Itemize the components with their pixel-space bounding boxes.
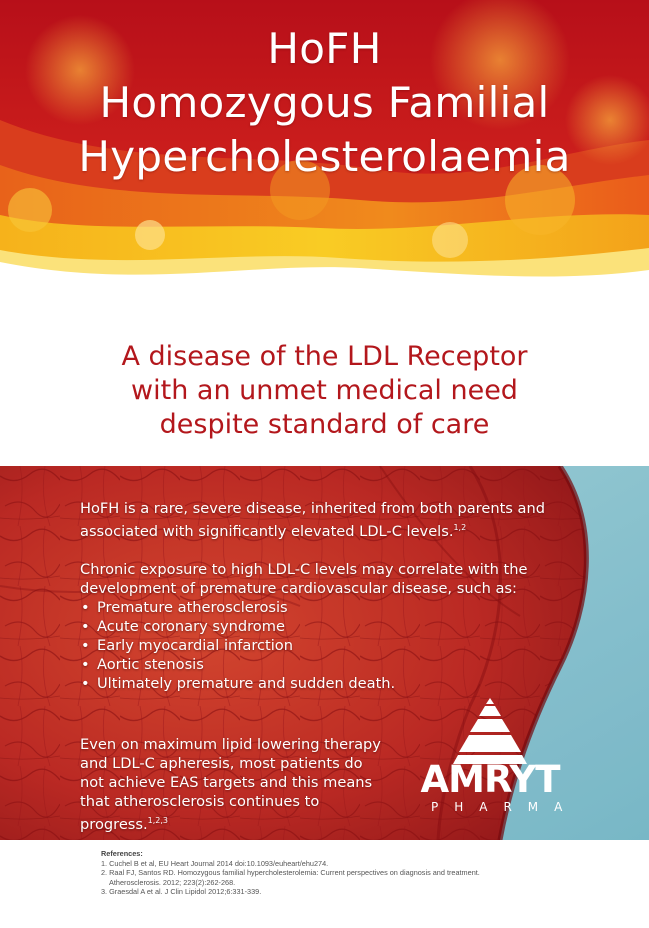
references [101, 849, 561, 897]
list-item: • Early myocardial infarction [80, 636, 550, 655]
amryt-logo [415, 696, 579, 826]
list-item: • Premature atherosclerosis [80, 598, 550, 617]
list-item: • Aortic stenosis [80, 655, 550, 674]
logo-tagline: PHARMA [431, 800, 579, 814]
title-line: HoFH [267, 24, 382, 73]
intro-text [80, 499, 550, 693]
intro-paragraph [80, 499, 550, 541]
subtitle-line: with an unmet medical need [131, 375, 518, 406]
therapy-paragraph [80, 735, 390, 834]
triangle-logo-icon [415, 696, 565, 766]
exposure-paragraph: Chronic exposure to high LDL-C levels may correlate with the development of premature cardiovascular disease, such as: [80, 561, 528, 597]
subtitle-line: A disease of the LDL Receptor [121, 341, 528, 372]
disease-list [80, 598, 550, 693]
logo-wordmark: AMRYT [420, 758, 560, 801]
citation: 1,2,3 [147, 815, 168, 825]
citation: 1,2 [453, 523, 467, 532]
reference-item: 3. Graesdal A et al. J Clin Lipidol 2012;6:331-339. [101, 887, 262, 897]
intro-paragraph-text: HoFH is a rare, severe disease, inherited from both parents and associated with significantly elevated LDL-C levels. [80, 500, 545, 540]
reference-item: 2. Raal FJ, Santos RD. Homozygous familial hypercholesterolemia: Current perspectives on diagnosis and treatment. [101, 868, 480, 878]
reference-item: 1. Cuchel B et al, EU Heart Journal 2014 doi:10.1093/euheart/ehu274. [101, 858, 329, 868]
artery-image-panel [0, 466, 649, 840]
page-title [0, 22, 649, 184]
title-line: Hypercholesterolaemia [78, 132, 571, 181]
reference-item: Atherosclerosis. 2012; 223(2):262-268. [109, 877, 236, 887]
therapy-paragraph-text: Even on maximum lipid lowering therapy and LDL-C apheresis, most patients do not achieve EAS targets and this means that atherosclerosis continues to progress. [80, 735, 381, 833]
subtitle-line: despite standard of care [159, 409, 490, 440]
header-banner [0, 0, 649, 300]
references-heading: References: [101, 849, 143, 858]
title-line: Homozygous Familial [99, 78, 550, 127]
list-item: • Ultimately premature and sudden death. [80, 674, 550, 693]
list-item: • Acute coronary syndrome [80, 617, 550, 636]
subtitle [0, 340, 649, 442]
